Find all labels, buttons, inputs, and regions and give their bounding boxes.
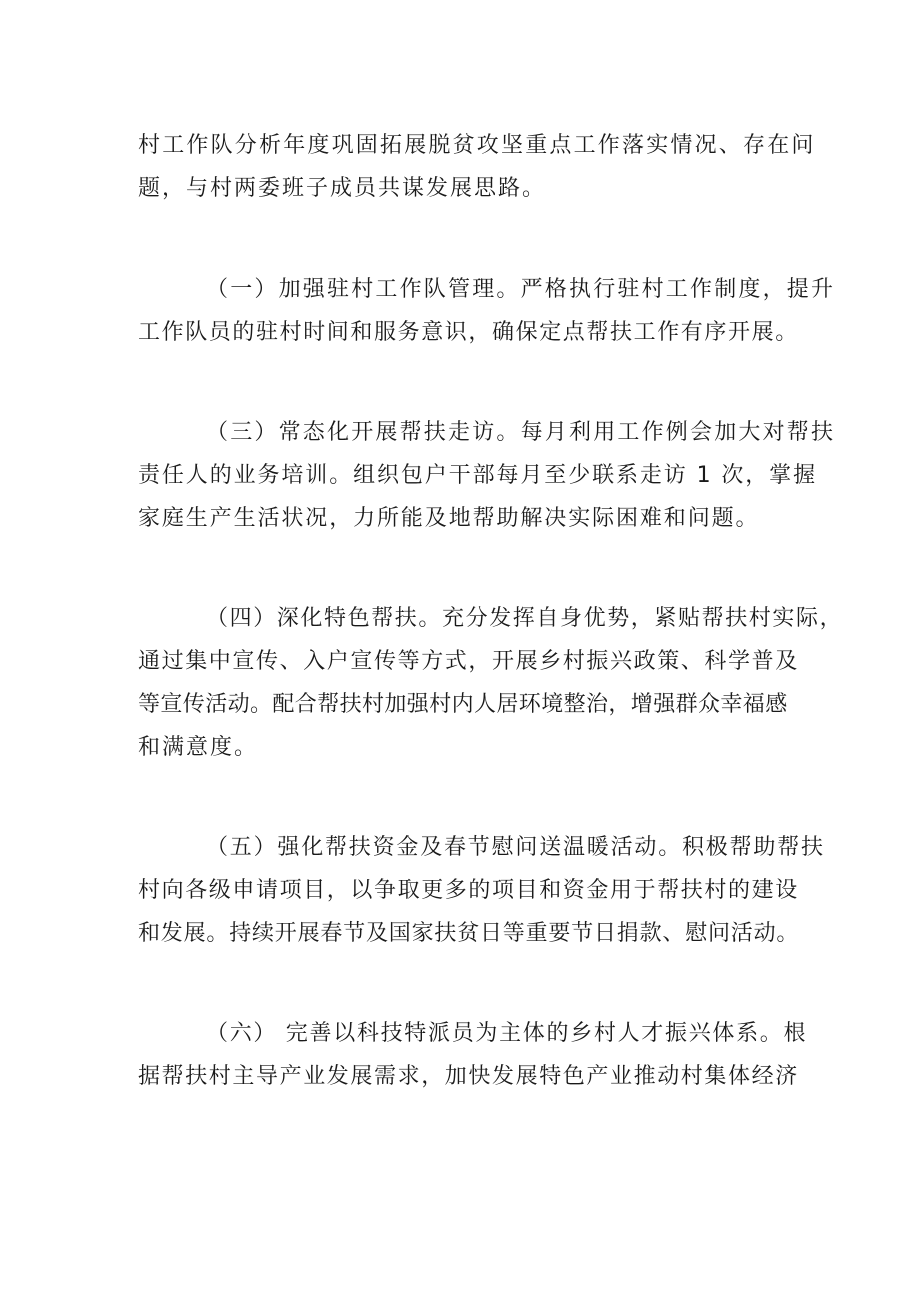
paragraph-line: 村向各级申请项目，以争取更多的项目和资金用于帮扶村的建设 bbox=[138, 878, 799, 903]
paragraph-line: （五）强化帮扶资金及春节慰问送温暖活动。积极帮助帮扶 bbox=[206, 835, 825, 860]
paragraph-line: 和发展。持续开展春节及国家扶贫日等重要节日捐款、慰问活动。 bbox=[138, 921, 800, 946]
paragraph-line: （一）加强驻村工作队管理。严格执行驻村工作制度，提升 bbox=[206, 277, 836, 302]
paragraph-line: 村工作队分析年度巩固拓展脱贫攻坚重点工作落实情况、存在问 bbox=[138, 133, 816, 158]
paragraph-line: 题，与村两委班子成员共谋发展思路。 bbox=[138, 176, 547, 201]
paragraph-section-1 bbox=[138, 268, 836, 354]
paragraph-section-5 bbox=[138, 826, 825, 955]
paragraph-section-6 bbox=[138, 1012, 808, 1098]
paragraph-line: （三）常态化开展帮扶走访。每月利用工作例会加大对帮扶 bbox=[206, 420, 836, 445]
paragraph-line: 据帮扶村主导产业发展需求，加快发展特色产业推动村集体经济 bbox=[138, 1064, 799, 1089]
paragraph-section-4 bbox=[138, 597, 844, 769]
paragraph-line: 通过集中宣传、入户宣传等方式，开展乡村振兴政策、科学普及 bbox=[138, 649, 799, 674]
paragraph-line: 等宣传活动。配合帮扶村加强村内人居环境整治，增强群众幸福感 bbox=[138, 692, 788, 717]
paragraph-intro-continuation bbox=[138, 124, 816, 210]
paragraph-line: 家庭生产生活状况，力所能及地帮助解决实际困难和问题。 bbox=[138, 506, 760, 531]
paragraph-line: （四）深化特色帮扶。充分发挥自身优势，紧贴帮扶村实际， bbox=[206, 606, 844, 631]
paragraph-line: 和满意度。 bbox=[138, 735, 259, 760]
paragraph-section-3 bbox=[138, 411, 836, 540]
paragraph-line: 责任人的业务培训。组织包户干部每月至少联系走访 1 次，掌握 bbox=[138, 463, 817, 488]
paragraph-line: （六） 完善以科技特派员为主体的乡村人才振兴体系。根 bbox=[206, 1021, 808, 1046]
paragraph-line: 工作队员的驻村时间和服务意识，确保定点帮扶工作有序开展。 bbox=[138, 320, 799, 345]
